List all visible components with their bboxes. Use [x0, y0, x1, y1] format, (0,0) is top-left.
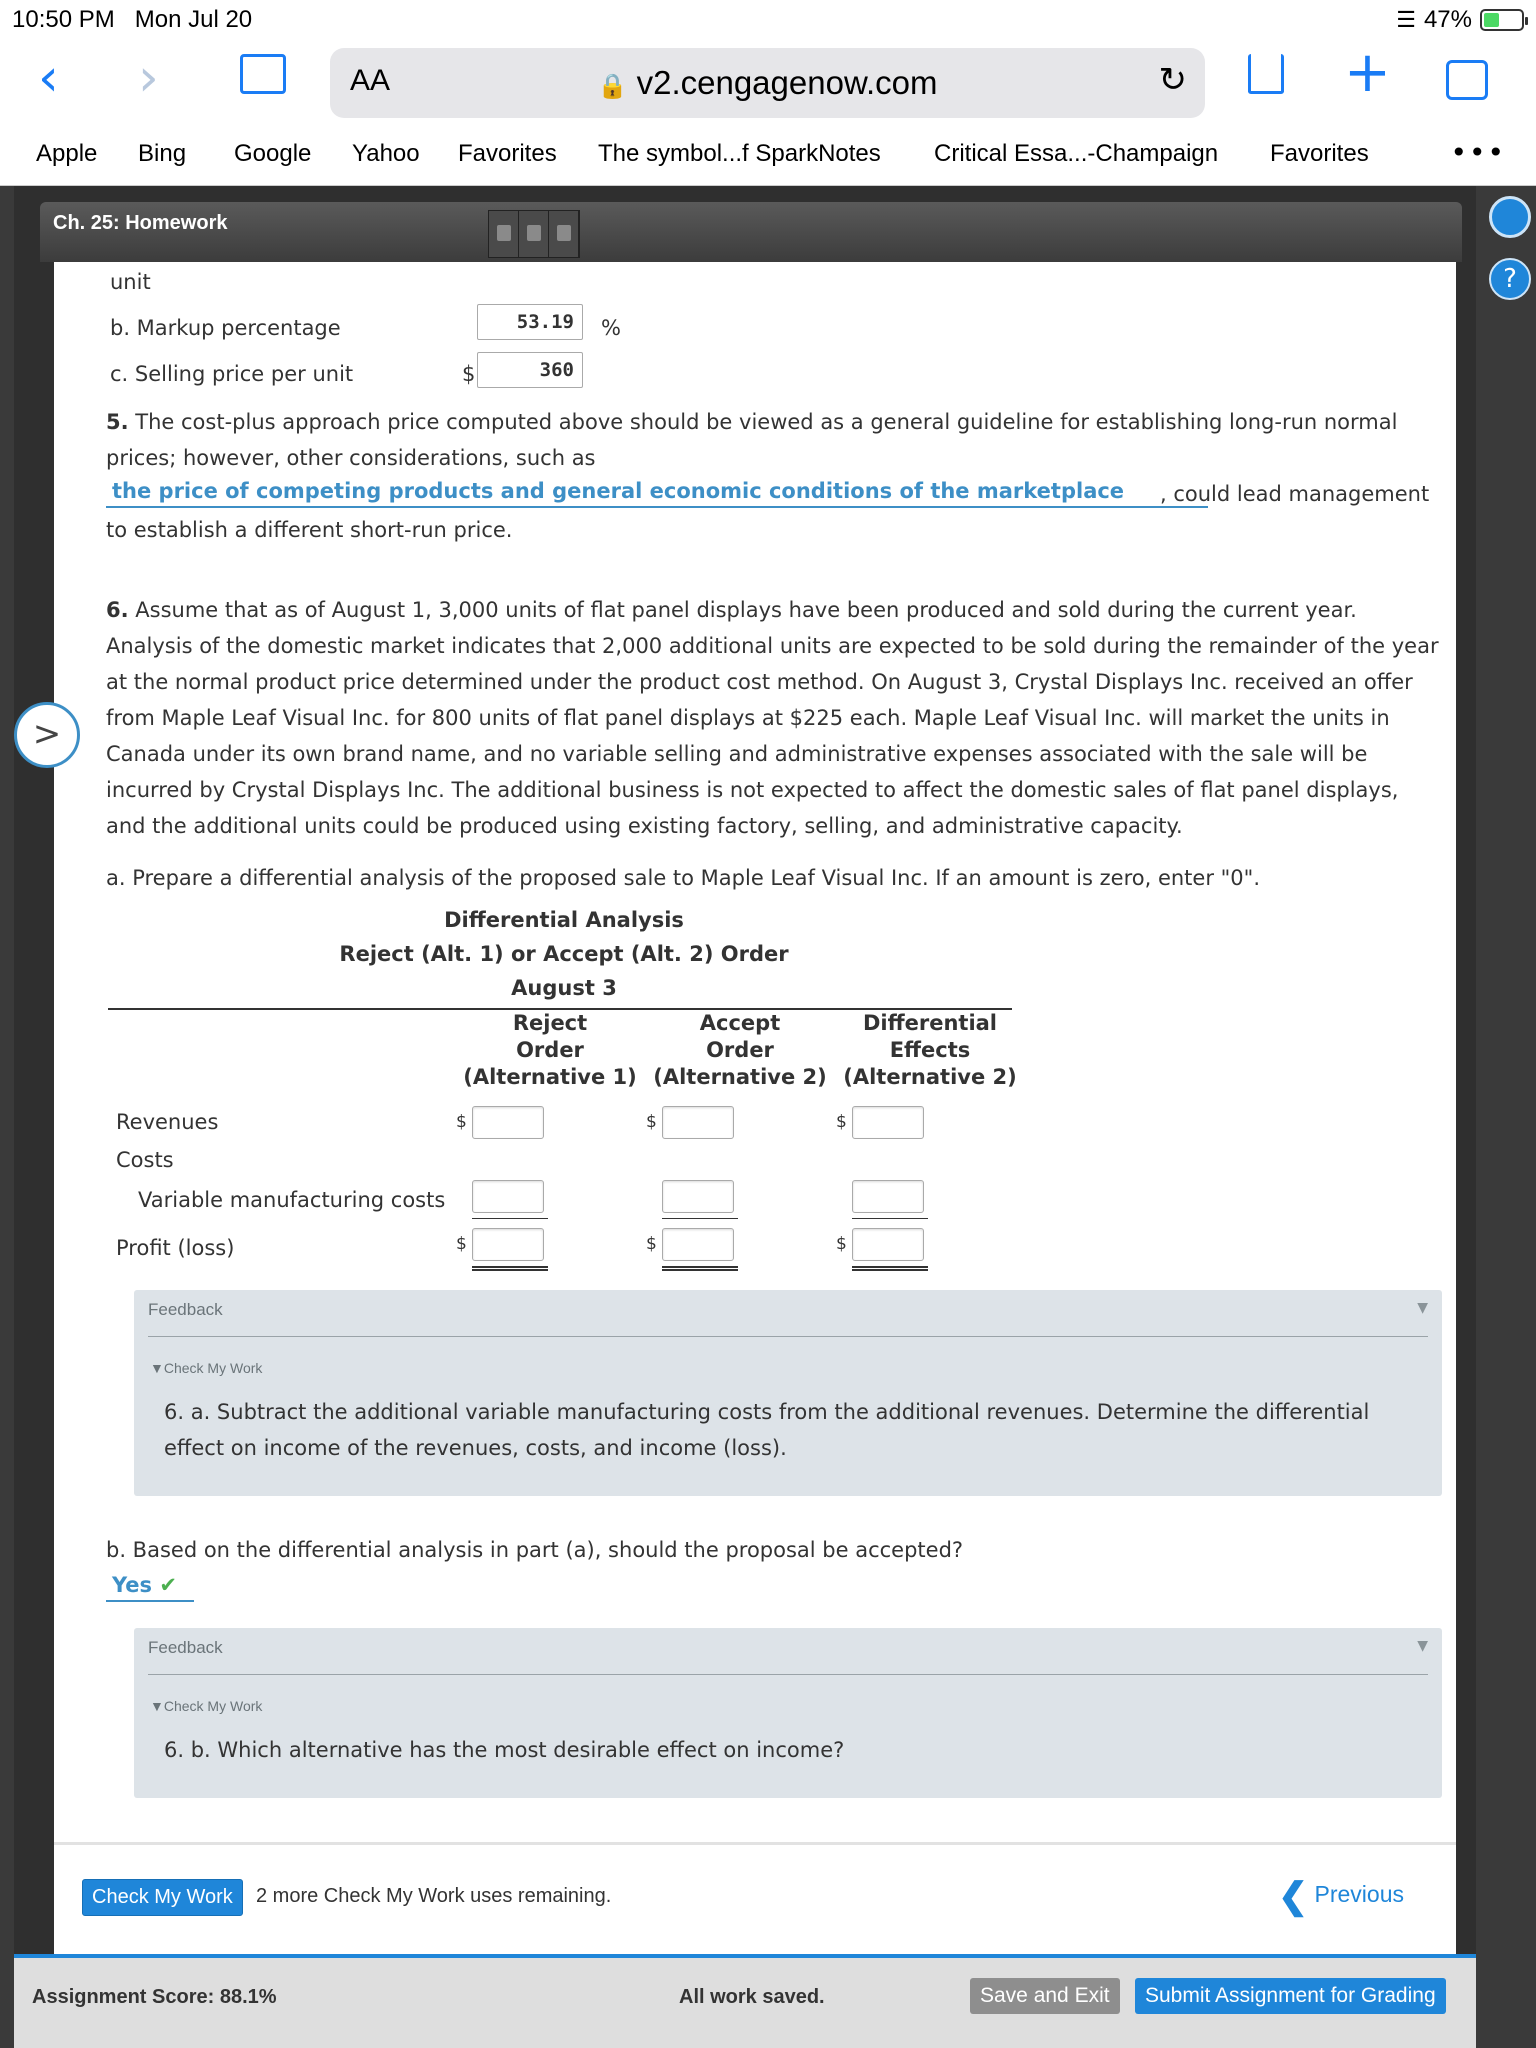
q4-markup-label: b. Markup percentage [110, 316, 341, 340]
check-remaining-text: 2 more Check My Work uses remaining. [256, 1885, 612, 1907]
forward-icon[interactable]: › [138, 48, 159, 108]
favorite-favorites-2[interactable]: Favorites [1270, 140, 1369, 167]
subtotal-rule [852, 1218, 928, 1219]
varcost-alt1-input[interactable] [472, 1180, 544, 1213]
assignment-footer [14, 1954, 1476, 2048]
reader-aa-button[interactable]: AA [350, 64, 391, 97]
favorite-bing[interactable]: Bing [138, 140, 187, 167]
dollar-sign: $ [646, 1234, 657, 1254]
feedback-a-line2: effect on income of the revenues, costs, and income (loss). [164, 1436, 787, 1460]
favorite-apple[interactable]: Apple [36, 140, 98, 167]
feedback-panel-b [134, 1628, 1442, 1798]
varcost-alt2-input[interactable] [662, 1180, 734, 1213]
profit-diff-input[interactable] [852, 1228, 924, 1261]
q5-text-after: , could lead management [1160, 482, 1430, 506]
revenues-alt2-input[interactable] [662, 1106, 734, 1139]
q6b-prompt: b. Based on the differential analysis in part (a), should the proposal be accepted? [106, 1538, 964, 1562]
favorite-google[interactable]: Google [234, 140, 312, 167]
new-tab-icon[interactable]: + [1344, 40, 1391, 105]
revenues-diff-input[interactable] [852, 1106, 924, 1139]
back-icon[interactable]: ‹ [38, 48, 59, 108]
q5-text-line1: 5. The cost-plus approach price computed above should be viewed as a general guideline for establishing long-run normal [106, 410, 1398, 434]
total-double-rule [472, 1266, 548, 1271]
table-title-2: Reject (Alt. 1) or Accept (Alt. 2) Order [339, 942, 789, 966]
table-title-3: August 3 [511, 976, 617, 1000]
book-icon[interactable] [489, 211, 519, 257]
url-text[interactable]: 🔒 v2.cengagenow.com [597, 64, 938, 101]
dollar-sign: $ [836, 1112, 847, 1132]
dollar-sign: $ [456, 1234, 467, 1254]
question-content [54, 262, 1456, 1852]
varcost-diff-input[interactable] [852, 1180, 924, 1213]
correct-check-icon: ✔ [159, 1573, 177, 1597]
assignment-title-bar [40, 202, 1462, 262]
table-title-1: Differential Analysis [444, 908, 684, 932]
submit-assignment-button[interactable]: Submit Assignment for Grading [1135, 1978, 1446, 2014]
q5-text-line2: prices; however, other considerations, such as [106, 446, 596, 470]
col-differential-header: Differential Effects (Alternative 2) [843, 1011, 1017, 1089]
notes-icon[interactable] [549, 211, 579, 257]
save-and-exit-button[interactable]: Save and Exit [970, 1978, 1120, 2014]
subtotal-rule [472, 1218, 548, 1219]
chevron-left-icon: ❮ [1277, 1875, 1309, 1916]
q6-text-line5: Canada under its own brand name, and no variable selling and administrative expenses associated with the sale will be [106, 742, 1368, 766]
q6-text-line3: at the normal product price determined under the product cost method. On August 3, Crystal Displays Inc. received an offer [106, 670, 1413, 694]
q6-text-line7: and the additional units could be produced using existing factory, selling, and administrative capacity. [106, 814, 1183, 838]
feedback-divider [148, 1336, 1428, 1337]
check-my-work-toggle[interactable]: ▼Check My Work [150, 1360, 263, 1376]
profit-alt1-input[interactable] [472, 1228, 544, 1261]
subtotal-rule [662, 1218, 738, 1219]
wifi-icon: ☰ [1396, 7, 1416, 32]
q6b-answer-dropdown[interactable]: Yes ✔ [106, 1570, 194, 1602]
headset-help-icon[interactable] [1489, 196, 1531, 238]
favorite-favorites[interactable]: Favorites [458, 140, 557, 167]
favorite-sparknotes[interactable]: The symbol...f SparkNotes [598, 140, 881, 167]
selling-price-input[interactable]: 360 [477, 352, 583, 388]
row-variable-costs-label: Variable manufacturing costs [138, 1188, 446, 1212]
row-revenues-label: Revenues [116, 1110, 219, 1134]
q5-answer-dropdown[interactable]: the price of competing products and general economic conditions of the marketplace [106, 476, 1208, 508]
toolbar-tools [488, 210, 580, 258]
check-my-work-button[interactable]: Check My Work [82, 1879, 243, 1916]
status-bar [0, 0, 1536, 40]
percent-sign: % [601, 316, 621, 340]
assignment-title: Ch. 25: Homework [53, 212, 228, 234]
calculator-icon[interactable] [519, 211, 549, 257]
browser-toolbar [0, 40, 1536, 130]
favorite-yahoo[interactable]: Yahoo [352, 140, 420, 167]
q6-text-line2: Analysis of the domestic market indicates that 2,000 additional units are expected to be sold during the remainder of the year [106, 634, 1439, 658]
battery-percent: 47% [1423, 6, 1472, 33]
more-icon[interactable]: ••• [1450, 136, 1506, 169]
battery-icon [1480, 9, 1524, 31]
dollar-sign: $ [456, 1112, 467, 1132]
previous-button[interactable]: ❮ Previous [1277, 1875, 1404, 1916]
assignment-score: Assignment Score: 88.1% [32, 1986, 277, 2008]
bookmarks-icon[interactable] [240, 54, 286, 94]
check-my-work-toggle[interactable]: ▼Check My Work [150, 1698, 263, 1714]
share-icon[interactable] [1248, 54, 1284, 94]
reload-icon[interactable]: ↻ [1158, 60, 1187, 100]
favorite-critical-essays[interactable]: Critical Essa...-Champaign [934, 140, 1219, 167]
col-accept-header: Accept Order (Alternative 2) [653, 1011, 827, 1089]
next-question-arrow-icon[interactable]: > [14, 702, 80, 768]
feedback-label: Feedback [148, 1300, 223, 1319]
save-status: All work saved. [679, 1986, 825, 2008]
feedback-label: Feedback [148, 1638, 223, 1657]
favorites-bar [0, 130, 1536, 186]
q5-text-line4: to establish a different short-run price. [106, 518, 513, 542]
feedback-b-line1: 6. b. Which alternative has the most desirable effect on income? [164, 1738, 845, 1762]
profit-alt2-input[interactable] [662, 1228, 734, 1261]
q6-text-line1: 6. Assume that as of August 1, 3,000 units of flat panel displays have been produced and sold during the current year. [106, 598, 1357, 622]
q6-text-line4: from Maple Leaf Visual Inc. for 800 units of flat panel displays at $225 each. Maple Leaf Visual Inc. will market the units in [106, 706, 1390, 730]
lock-icon: 🔒 [597, 73, 628, 100]
battery-fill [1484, 13, 1499, 27]
q6a-prompt: a. Prepare a differential analysis of the proposed sale to Maple Leaf Visual Inc. If an amount is zero, enter "0". [106, 866, 1260, 890]
tabs-icon[interactable] [1446, 60, 1488, 100]
address-bar[interactable] [330, 48, 1205, 118]
q4-selling-price-label: c. Selling price per unit [110, 362, 354, 386]
row-costs-label: Costs [116, 1148, 174, 1172]
feedback-divider [148, 1674, 1428, 1675]
dollar-sign: $ [646, 1112, 657, 1132]
collapse-arrow-icon[interactable]: ▼ [1417, 1300, 1428, 1316]
status-time: 10:50 PM Mon Jul 20 [12, 6, 253, 33]
collapse-arrow-icon[interactable]: ▼ [1417, 1638, 1428, 1654]
dollar-sign: $ [462, 362, 476, 386]
total-double-rule [662, 1266, 738, 1271]
q6-text-line6: incurred by Crystal Displays Inc. The additional business is not expected to affect the domestic sales of flat panel displays, [106, 778, 1399, 802]
feedback-a-line1: 6. a. Subtract the additional variable manufacturing costs from the additional revenues. Determine the differential [164, 1400, 1370, 1424]
status-right [1396, 6, 1524, 34]
total-double-rule [852, 1266, 928, 1271]
col-reject-header: Reject Order (Alternative 1) [463, 1011, 637, 1089]
row-profit-label: Profit (loss) [116, 1236, 235, 1260]
check-work-bar [54, 1842, 1456, 1954]
help-question-icon[interactable]: ? [1489, 258, 1531, 300]
feedback-panel-a [134, 1290, 1442, 1496]
dollar-sign: $ [836, 1234, 847, 1254]
revenues-alt1-input[interactable] [472, 1106, 544, 1139]
markup-percentage-input[interactable]: 53.19 [477, 304, 583, 340]
q4-unit-label: unit [110, 270, 151, 294]
